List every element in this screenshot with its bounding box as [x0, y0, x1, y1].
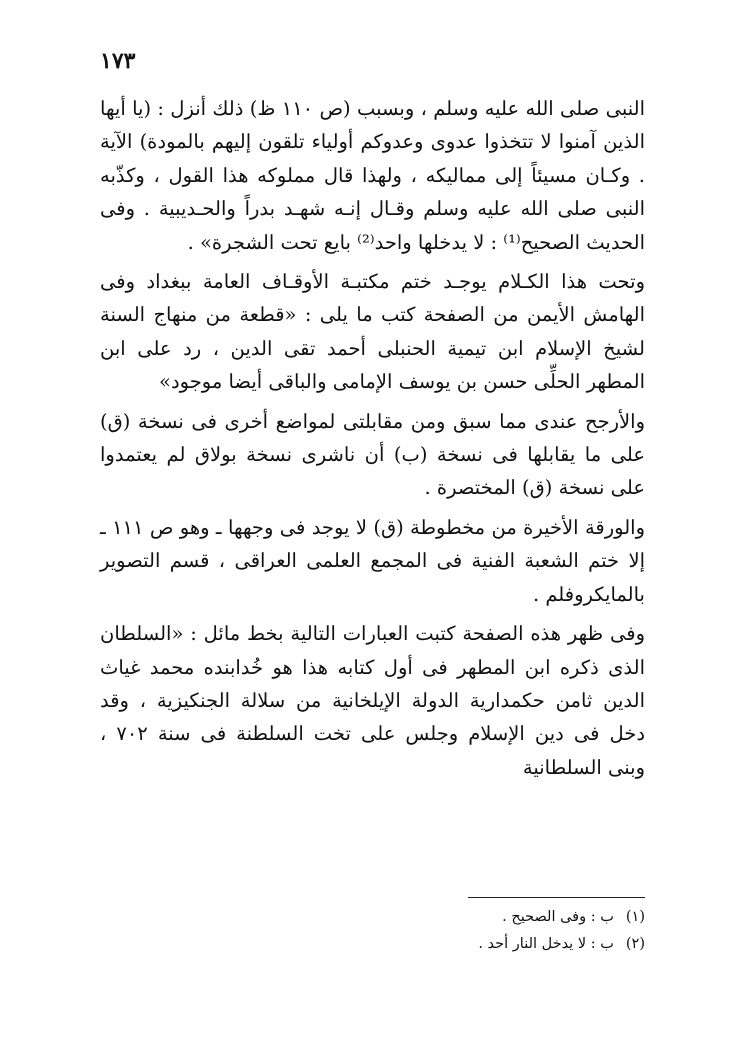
footnote-2	[300, 931, 645, 958]
page-number: ١٧٣	[100, 48, 136, 74]
main-text	[100, 92, 645, 784]
paragraph-4: والورقة الأخيرة من مخطوطة (ق) لا يوجد فى وجهها ـ وهو ص ١١١ ـ إلا ختم الشعبة الفنية فى المجمع العلمى العراقى ، قسم التصوير بالمايكروفلم .	[100, 515, 645, 606]
footnote-text: ب : لا يدخل النار أحد .	[478, 936, 614, 952]
footnote-1	[300, 904, 645, 931]
paragraph-5: وفى ظهر هذه الصفحة كتبت العبارات التالية بخط مائل : «السلطان الذى ذكره ابن المطهر فى أول كتابه هذا هو خُدابنده محمد غياث الدين ثامن حكمدارية الدولة الإيلخانية من سلالة الجنكيزية ، وقد دخل فى دين الإسلام وجلس على تخت السلطنة فى سنة ٧٠٢ ، وبنى السلطانية	[100, 622, 646, 779]
footnotes	[300, 904, 645, 958]
paragraph-3: والأرجح عندى مما سبق ومن مقابلتى لمواضع أخرى فى نسخة (ق) على ما يقابلها فى نسخة (ب) أن ناشرى نسخة بولاق لم يعتمدوا على نسخة (ق) المختصرة .	[100, 409, 645, 500]
footnote-number: (١)	[625, 909, 645, 925]
paragraph-2: وتحت هذا الكـلام يوجـد ختم مكتبـة الأوقـاف العامة ببغداد وفى الهامش الأيمن من الصفحة كتب ما يلى : «قطعة من منهاج السنة لشيخ الإسلام ابن تيمية الحنبلى أحمد تقى الدين ، رد على ابن المطهر الحلِّى حسن بن يوسف الإمامى والباقى أيضا موجود»	[100, 270, 645, 394]
footnote-number: (٢)	[625, 936, 645, 952]
footnote-text: ب : وفى الصحيح .	[502, 909, 614, 925]
footnote-divider	[468, 897, 645, 898]
paragraph-1: النبى صلى الله عليه وسلم ، وبسبب (ص ١١٠ ظ) ذلك أنزل : (يا أيها الذين آمنوا لا تتخذوا عدوى وعدوكم أولياء تلقون إليهم بالمودة) الآية . وكـان مسيئاً إلى مماليكه ، ولهذا قال مملوكه هذا القول ، وكذّبه النبى صلى الله عليه وسلم وقـال إنـه شهـد بدراً والحـديبية . وفى الحديث الصحيح⁽¹⁾ : لا يدخلها واحد⁽²⁾ بايع تحت الشجرة» .	[100, 97, 646, 254]
